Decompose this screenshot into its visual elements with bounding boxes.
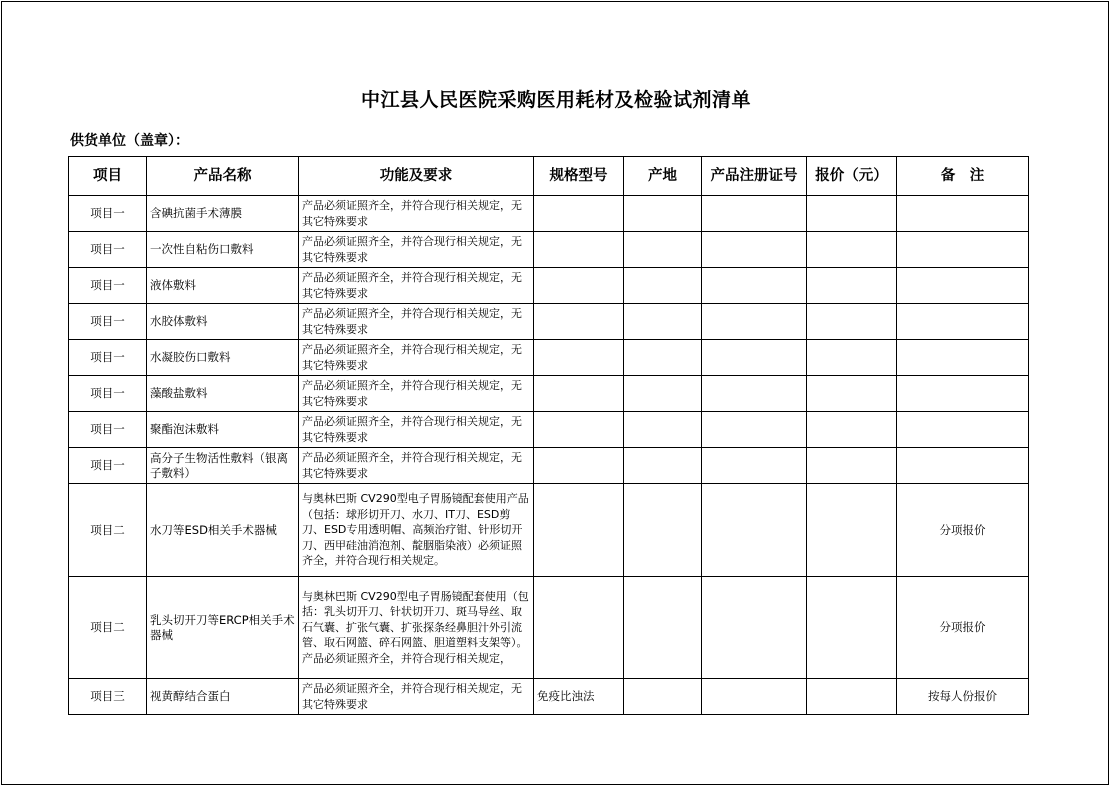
cell-item: 项目一: [69, 268, 147, 304]
cell-note: [897, 340, 1029, 376]
cell-spec[interactable]: [534, 412, 624, 448]
cell-price[interactable]: [807, 196, 897, 232]
cell-requirements: 产品必须证照齐全，并符合现行相关规定，无其它特殊要求: [299, 412, 534, 448]
cell-origin[interactable]: [624, 577, 702, 679]
cell-registration[interactable]: [702, 232, 807, 268]
cell-note: 按每人份报价: [897, 679, 1029, 715]
cell-product-name: 藻酸盐敷料: [147, 376, 299, 412]
cell-spec[interactable]: [534, 268, 624, 304]
cell-origin[interactable]: [624, 340, 702, 376]
cell-product-name: 乳头切开刀等ERCP相关手术器械: [147, 577, 299, 679]
table-row: [69, 577, 1029, 679]
cell-price[interactable]: [807, 577, 897, 679]
cell-product-name: 水凝胶伤口敷料: [147, 340, 299, 376]
cell-product-name: 一次性自粘伤口敷料: [147, 232, 299, 268]
cell-product-name: 水胶体敷料: [147, 304, 299, 340]
cell-note: 分项报价: [897, 577, 1029, 679]
cell-note: [897, 376, 1029, 412]
cell-registration[interactable]: [702, 340, 807, 376]
cell-price[interactable]: [807, 448, 897, 484]
cell-requirements: 产品必须证照齐全，并符合现行相关规定，无其它特殊要求: [299, 196, 534, 232]
cell-note: [897, 196, 1029, 232]
cell-item: 项目一: [69, 232, 147, 268]
table-header-row: [69, 157, 1029, 196]
cell-price[interactable]: [807, 340, 897, 376]
header-requirements: 功能及要求: [299, 157, 534, 196]
cell-product-name: 聚酯泡沫敷料: [147, 412, 299, 448]
cell-requirements: 产品必须证照齐全，并符合现行相关规定，无其它特殊要求: [299, 268, 534, 304]
cell-product-name: 含碘抗菌手术薄膜: [147, 196, 299, 232]
cell-product-name: 高分子生物活性敷料（银离子敷料）: [147, 448, 299, 484]
cell-item: 项目二: [69, 577, 147, 679]
table-row: [69, 484, 1029, 577]
supplier-label: 供货单位（盖章）：: [70, 133, 189, 149]
cell-price[interactable]: [807, 268, 897, 304]
cell-note: [897, 232, 1029, 268]
cell-spec[interactable]: [534, 196, 624, 232]
cell-registration[interactable]: [702, 376, 807, 412]
table-row: [69, 268, 1029, 304]
cell-origin[interactable]: [624, 268, 702, 304]
cell-price[interactable]: [807, 412, 897, 448]
page-title: 中江县人民医院采购医用耗材及检验试剂清单: [360, 89, 751, 111]
cell-origin[interactable]: [624, 304, 702, 340]
cell-spec[interactable]: [534, 484, 624, 577]
cell-origin[interactable]: [624, 679, 702, 715]
cell-registration[interactable]: [702, 196, 807, 232]
cell-requirements: 与奥林巴斯 CV290型电子胃肠镜配套使用（包括：乳头切开刀、针状切开刀、斑马导丝、取石气囊、扩张气囊、扩张探条经鼻胆汁外引流管、取石网篮、碎石网篮、胆道塑料支架等）。产品必须证照齐全，并符合现行相关规定，: [299, 577, 534, 679]
table-row: [69, 448, 1029, 484]
cell-note: 分项报价: [897, 484, 1029, 577]
cell-item: 项目一: [69, 304, 147, 340]
cell-spec[interactable]: [534, 577, 624, 679]
table-row: [69, 412, 1029, 448]
cell-price[interactable]: [807, 232, 897, 268]
cell-item: 项目二: [69, 484, 147, 577]
table-row: [69, 679, 1029, 715]
cell-spec[interactable]: [534, 448, 624, 484]
cell-product-name: 液体敷料: [147, 268, 299, 304]
cell-note: [897, 304, 1029, 340]
cell-registration[interactable]: [702, 484, 807, 577]
cell-origin[interactable]: [624, 484, 702, 577]
cell-price[interactable]: [807, 484, 897, 577]
cell-requirements: 产品必须证照齐全，并符合现行相关规定，无其它特殊要求: [299, 232, 534, 268]
cell-origin[interactable]: [624, 196, 702, 232]
header-price: 报价（元）: [807, 157, 897, 196]
cell-spec[interactable]: [534, 232, 624, 268]
cell-registration[interactable]: [702, 577, 807, 679]
cell-requirements: 产品必须证照齐全，并符合现行相关规定，无其它特殊要求: [299, 679, 534, 715]
table-row: [69, 196, 1029, 232]
cell-requirements: 与奥林巴斯 CV290型电子胃肠镜配套使用产品（包括：球形切开刀、水刀、IT刀、ESD剪刀、ESD专用透明帽、高频治疗钳、针形切开刀、西甲硅油消泡剂、靛胭脂染液）必须证照齐全，并符合现行相关规定。: [299, 484, 534, 577]
cell-spec[interactable]: [534, 304, 624, 340]
cell-registration[interactable]: [702, 412, 807, 448]
cell-registration[interactable]: [702, 448, 807, 484]
cell-origin[interactable]: [624, 412, 702, 448]
cell-item: 项目一: [69, 448, 147, 484]
cell-note: [897, 448, 1029, 484]
cell-note: [897, 268, 1029, 304]
cell-item: 项目三: [69, 679, 147, 715]
cell-requirements: 产品必须证照齐全，并符合现行相关规定，无其它特殊要求: [299, 376, 534, 412]
cell-registration[interactable]: [702, 679, 807, 715]
cell-item: 项目一: [69, 196, 147, 232]
cell-product-name: 视黄醇结合蛋白: [147, 679, 299, 715]
cell-requirements: 产品必须证照齐全，并符合现行相关规定，无其它特殊要求: [299, 448, 534, 484]
cell-requirements: 产品必须证照齐全，并符合现行相关规定，无其它特殊要求: [299, 340, 534, 376]
cell-spec[interactable]: 免疫比浊法: [534, 679, 624, 715]
table-row: [69, 304, 1029, 340]
header-registration: 产品注册证号: [702, 157, 807, 196]
header-product-name: 产品名称: [147, 157, 299, 196]
cell-origin[interactable]: [624, 232, 702, 268]
cell-origin[interactable]: [624, 376, 702, 412]
procurement-table: [68, 156, 1029, 715]
cell-note: [897, 412, 1029, 448]
cell-requirements: 产品必须证照齐全，并符合现行相关规定，无其它特殊要求: [299, 304, 534, 340]
cell-price[interactable]: [807, 376, 897, 412]
header-item: 项目: [69, 157, 147, 196]
cell-item: 项目一: [69, 340, 147, 376]
cell-product-name: 水刀等ESD相关手术器械: [147, 484, 299, 577]
cell-origin[interactable]: [624, 448, 702, 484]
cell-spec[interactable]: [534, 340, 624, 376]
cell-price[interactable]: [807, 679, 897, 715]
cell-spec[interactable]: [534, 376, 624, 412]
cell-item: 项目一: [69, 412, 147, 448]
table-row: [69, 232, 1029, 268]
header-spec: 规格型号: [534, 157, 624, 196]
cell-price[interactable]: [807, 304, 897, 340]
table-row: [69, 376, 1029, 412]
header-origin: 产地: [624, 157, 702, 196]
cell-item: 项目一: [69, 376, 147, 412]
header-note: 备 注: [897, 157, 1029, 196]
cell-registration[interactable]: [702, 268, 807, 304]
table-row: [69, 340, 1029, 376]
cell-registration[interactable]: [702, 304, 807, 340]
